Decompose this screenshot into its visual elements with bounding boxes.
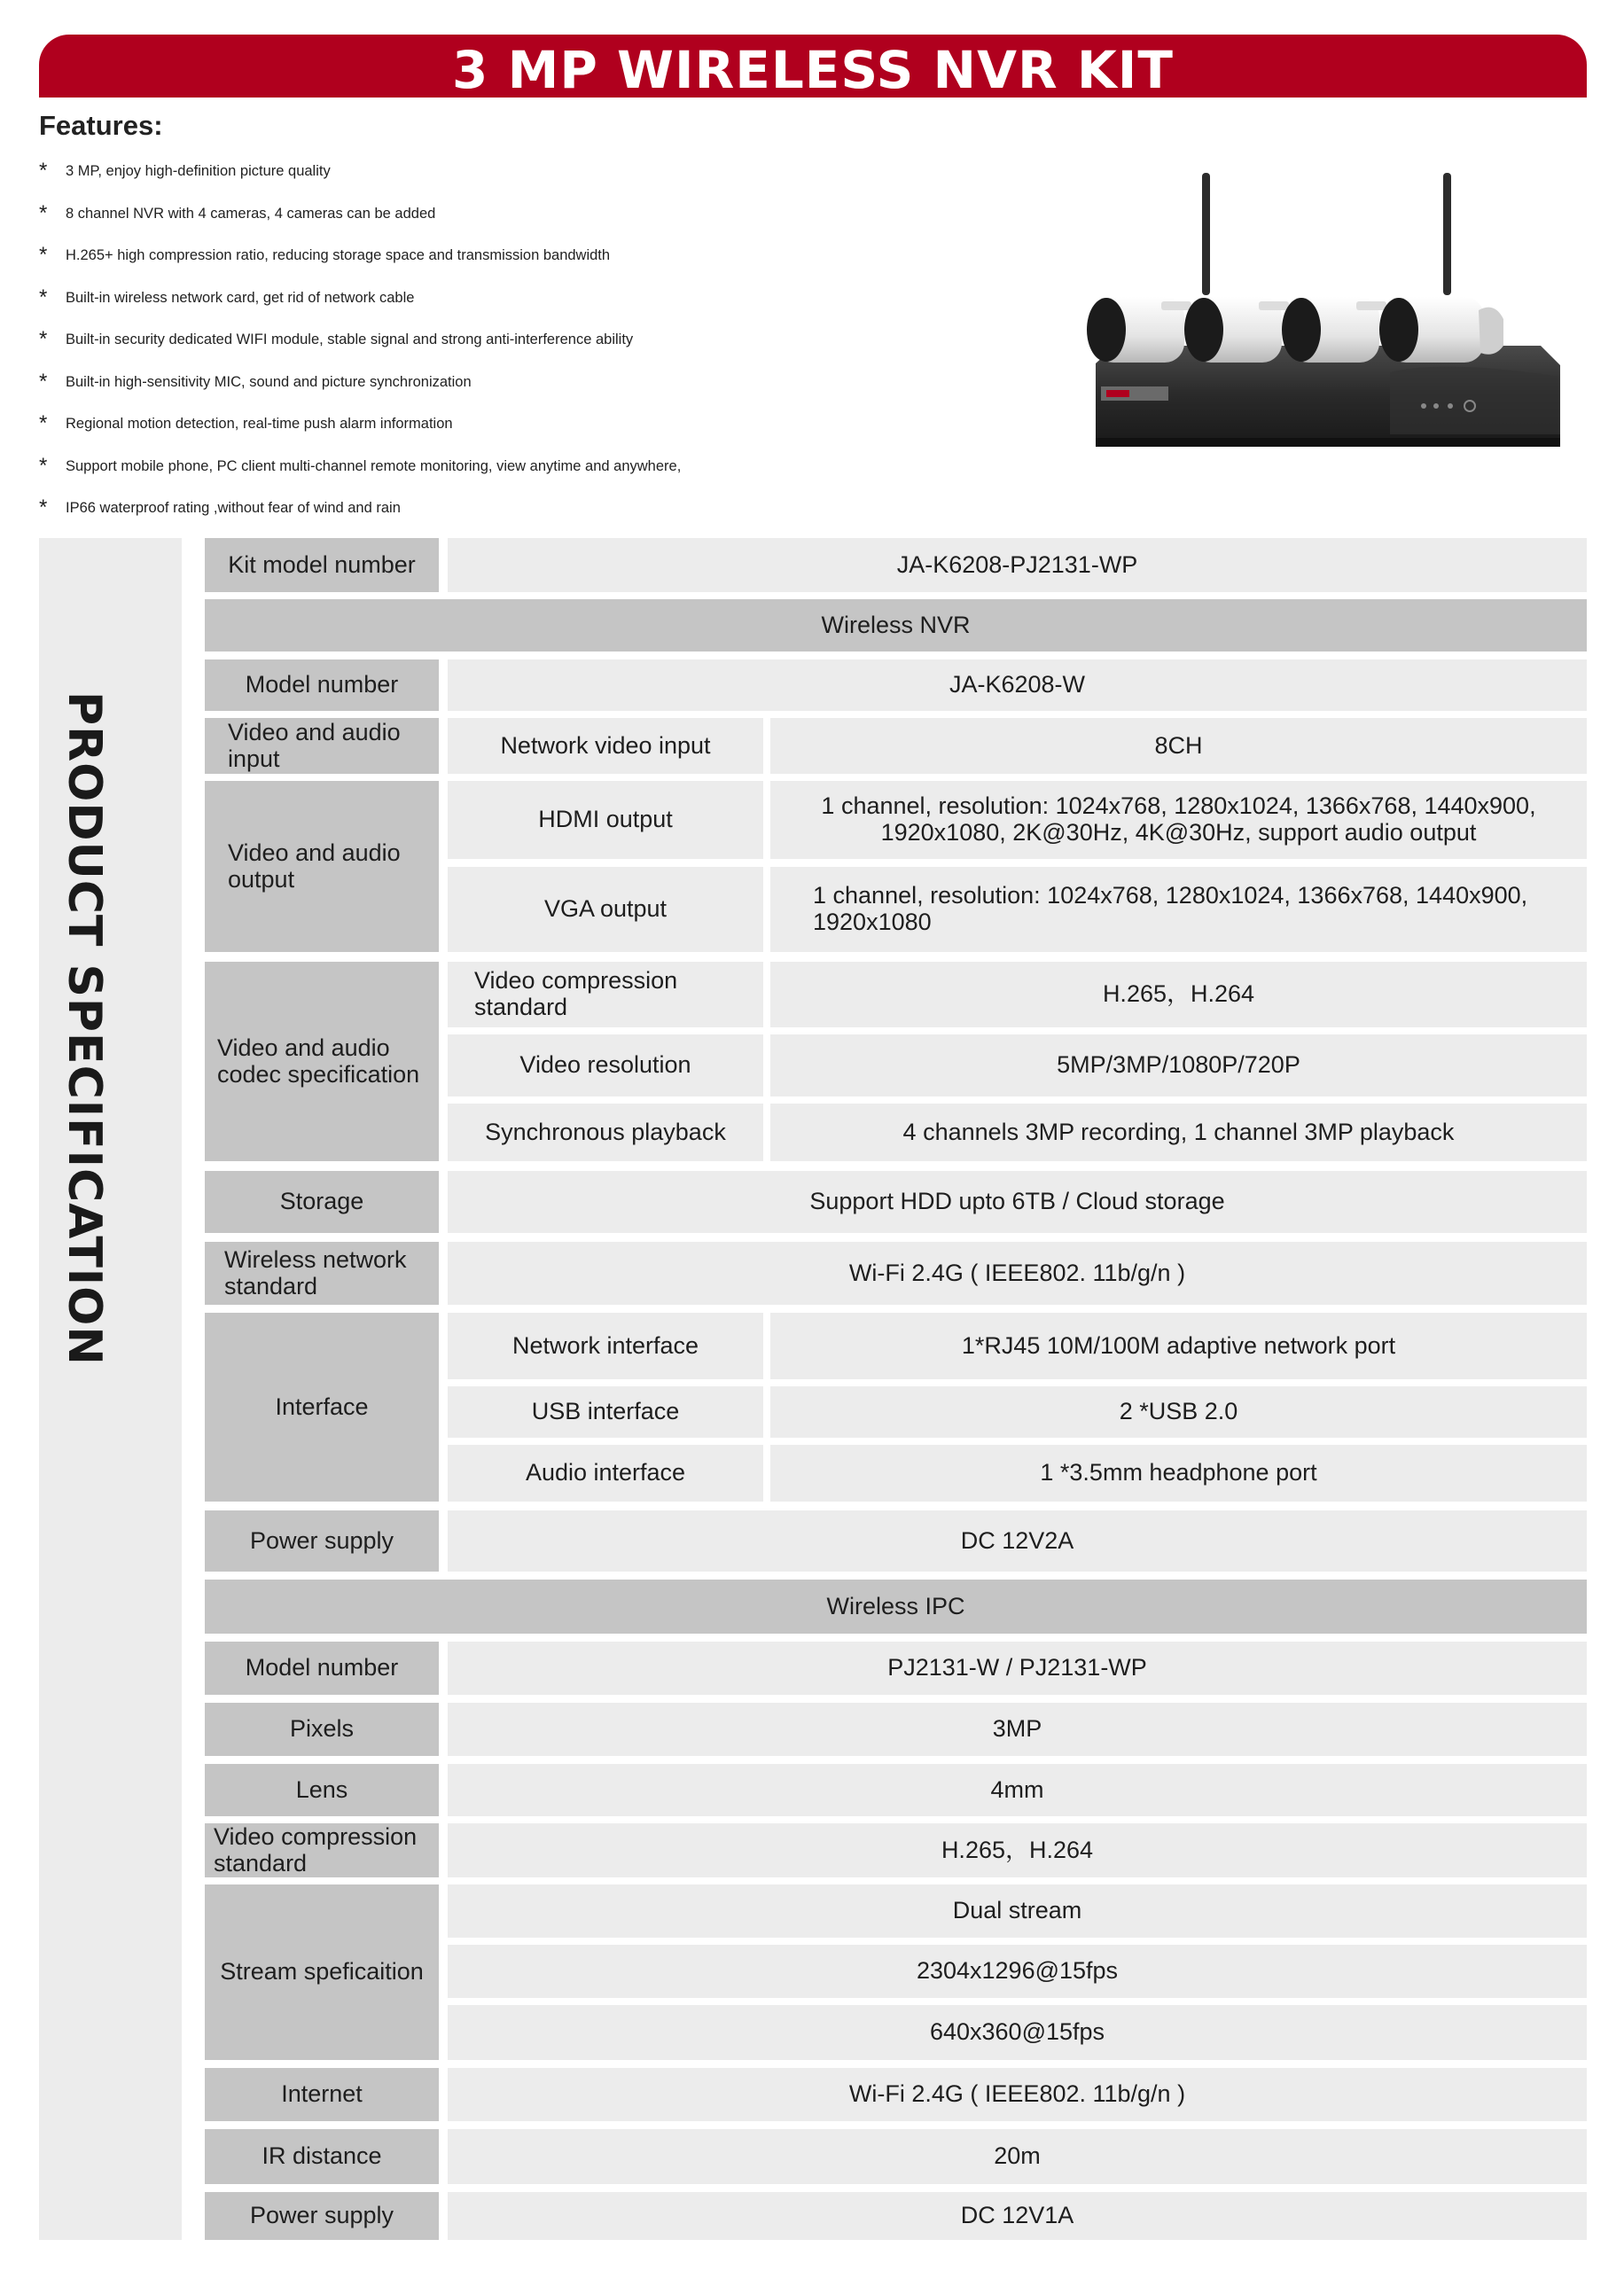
ipc-power-label: Power supply bbox=[205, 2192, 439, 2240]
hdmi-output-label: HDMI output bbox=[448, 781, 763, 859]
bullet-star-icon: * bbox=[39, 243, 48, 267]
video-resolution-label: Video resolution bbox=[448, 1034, 763, 1096]
feature-item: * Built-in high-sensitivity MIC, sound and picture synchronization bbox=[39, 362, 681, 404]
vga-output-value: 1 channel, resolution: 1024x768, 1280x1024, 1366x768, 1440x900, 1920x1080 bbox=[770, 867, 1587, 952]
vga-output-label: VGA output bbox=[448, 867, 763, 952]
internet-label: Internet bbox=[205, 2068, 439, 2121]
pixels-value: 3MP bbox=[448, 1703, 1587, 1756]
ipc-model-label: Model number bbox=[205, 1642, 439, 1695]
feature-item: * H.265+ high compression ratio, reducing storage space and transmission bandwidth bbox=[39, 235, 681, 277]
features-heading: Features: bbox=[39, 110, 163, 141]
bullet-star-icon: * bbox=[39, 453, 48, 478]
network-interface-value: 1*RJ45 10M/100M adaptive network port bbox=[770, 1313, 1587, 1379]
sync-playback-value: 4 channels 3MP recording, 1 channel 3MP playback bbox=[770, 1104, 1587, 1161]
nvr-power-label: Power supply bbox=[205, 1510, 439, 1572]
lens-value: 4mm bbox=[448, 1764, 1587, 1816]
storage-value: Support HDD upto 6TB / Cloud storage bbox=[448, 1171, 1587, 1233]
ipc-model-value: PJ2131-W / PJ2131-WP bbox=[448, 1642, 1587, 1695]
stream-spec-label: Stream speficaition bbox=[205, 1884, 439, 2060]
storage-label: Storage bbox=[205, 1171, 439, 1233]
usb-interface-value: 2 *USB 2.0 bbox=[770, 1386, 1587, 1438]
feature-item: * Built-in security dedicated WIFI module, stable signal and strong anti-interference ability bbox=[39, 319, 681, 362]
bullet-star-icon: * bbox=[39, 285, 48, 309]
lens-label: Lens bbox=[205, 1764, 439, 1816]
feature-item: * Support mobile phone, PC client multi-channel remote monitoring, view anytime and anywhere, bbox=[39, 446, 681, 488]
nvr-section-header: Wireless NVR bbox=[205, 599, 1587, 652]
nvr-kit-product-image bbox=[1071, 168, 1573, 470]
interface-label: Interface bbox=[205, 1313, 439, 1502]
feature-item: * Regional motion detection, real-time push alarm information bbox=[39, 403, 681, 446]
ipc-power-value: DC 12V1A bbox=[448, 2192, 1587, 2240]
feature-item: * 3 MP, enjoy high-definition picture quality bbox=[39, 151, 681, 193]
wireless-standard-value: Wi-Fi 2.4G ( IEEE802. 11b/g/n ) bbox=[448, 1242, 1587, 1305]
audio-interface-label: Audio interface bbox=[448, 1445, 763, 1502]
nvr-model-label: Model number bbox=[205, 659, 439, 711]
stream-value: 640x360@15fps bbox=[448, 2005, 1587, 2060]
bullet-star-icon: * bbox=[39, 369, 48, 394]
feature-item: * IP66 waterproof rating ,without fear of wind and rain bbox=[39, 488, 681, 530]
compression-value: H.265，H.264 bbox=[770, 962, 1587, 1027]
features-list bbox=[39, 151, 681, 530]
sync-playback-label: Synchronous playback bbox=[448, 1104, 763, 1161]
page-title: 3 MP WIRELESS NVR KIT bbox=[452, 40, 1174, 100]
network-interface-label: Network interface bbox=[448, 1313, 763, 1379]
kit-model-label: Kit model number bbox=[205, 538, 439, 592]
av-input-label: Video and audio input bbox=[205, 718, 439, 774]
internet-value: Wi-Fi 2.4G ( IEEE802. 11b/g/n ) bbox=[448, 2068, 1587, 2121]
bullet-star-icon: * bbox=[39, 327, 48, 351]
ipc-compression-label: Video compression standard bbox=[205, 1823, 439, 1877]
pixels-label: Pixels bbox=[205, 1703, 439, 1756]
network-video-input-value: 8CH bbox=[770, 718, 1587, 774]
nvr-model-value: JA-K6208-W bbox=[448, 659, 1587, 711]
network-video-input-label: Network video input bbox=[448, 718, 763, 774]
stream-value: Dual stream bbox=[448, 1884, 1587, 1938]
feature-item: * Built-in wireless network card, get rid of network cable bbox=[39, 277, 681, 320]
compression-label: Video compression standard bbox=[448, 962, 763, 1027]
bullet-star-icon: * bbox=[39, 200, 48, 225]
title-banner bbox=[39, 35, 1587, 98]
bullet-star-icon: * bbox=[39, 159, 48, 183]
kit-model-value: JA-K6208-PJ2131-WP bbox=[448, 538, 1587, 592]
product-specification-label: PRODUCT SPECIFICATION bbox=[58, 691, 111, 1366]
stream-value: 2304x1296@15fps bbox=[448, 1945, 1587, 1998]
audio-interface-value: 1 *3.5mm headphone port bbox=[770, 1445, 1587, 1502]
video-resolution-value: 5MP/3MP/1080P/720P bbox=[770, 1034, 1587, 1096]
ir-distance-value: 20m bbox=[448, 2129, 1587, 2184]
nvr-power-value: DC 12V2A bbox=[448, 1510, 1587, 1572]
ipc-section-header: Wireless IPC bbox=[205, 1580, 1587, 1634]
codec-spec-label: Video and audio codec specification bbox=[205, 962, 439, 1161]
hdmi-output-value: 1 channel, resolution: 1024x768, 1280x1024, 1366x768, 1440x900, 1920x1080, 2K@30Hz, 4K@30Hz, support audio output bbox=[770, 781, 1587, 859]
feature-item: * 8 channel NVR with 4 cameras, 4 cameras can be added bbox=[39, 193, 681, 236]
bullet-star-icon: * bbox=[39, 411, 48, 435]
usb-interface-label: USB interface bbox=[448, 1386, 763, 1438]
ipc-compression-value: H.265，H.264 bbox=[448, 1823, 1587, 1877]
bullet-star-icon: * bbox=[39, 495, 48, 519]
ir-distance-label: IR distance bbox=[205, 2129, 439, 2184]
av-output-label: Video and audio output bbox=[205, 781, 439, 952]
wireless-standard-label: Wireless network standard bbox=[205, 1242, 439, 1305]
